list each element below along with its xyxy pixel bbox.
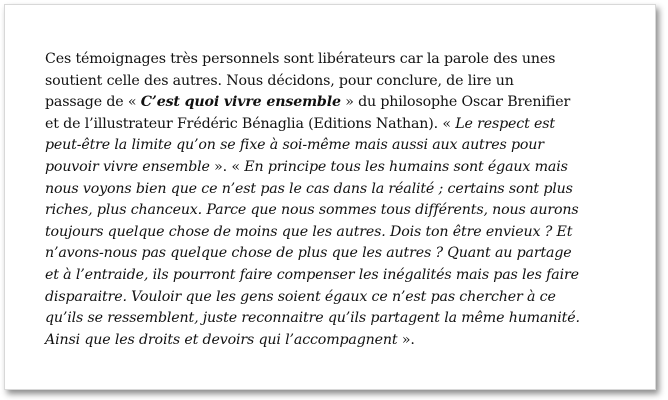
paragraph-line bbox=[45, 265, 630, 287]
paragraph-text: passage de « bbox=[45, 94, 141, 111]
paragraph-text: nous voyons bien que ce n’est pas le cas dans la réalité ; certains sont plus bbox=[45, 180, 573, 197]
paragraph-text: Ainsi que les droits et devoirs qui l’accompagnent bbox=[45, 331, 398, 348]
paragraph-line bbox=[45, 330, 630, 352]
paragraph-line bbox=[45, 135, 630, 157]
paragraph-line bbox=[45, 157, 630, 179]
paragraph-text: En principe tous les humains sont égaux mais bbox=[244, 158, 568, 175]
paragraph-line bbox=[45, 71, 630, 93]
paragraph-line bbox=[45, 308, 630, 330]
paragraph-line bbox=[45, 179, 630, 201]
paragraph-text: n’avons-nous pas quelque chose de plus que les autres ? Quant au partage bbox=[45, 245, 572, 262]
paragraph-text: peut-être la limite qu’on se fixe à soi-même mais aussi aux autres pour bbox=[45, 137, 544, 154]
paragraph-line bbox=[45, 114, 630, 136]
paragraph-text: toujours quelque chose de moins que les autres. Dois ton être envieux ? Et bbox=[45, 223, 573, 240]
book-title-text: C’est quoi vivre ensemble bbox=[140, 94, 341, 111]
paragraph-text: et à l’entraide, ils pourront faire compenser les inégalités mais pas les faire bbox=[45, 266, 579, 283]
paragraph-text: ». « bbox=[209, 158, 245, 175]
document-page bbox=[4, 4, 656, 390]
paragraph-text: riches, plus chanceux. Parce que nous sommes tous différents, nous aurons bbox=[45, 202, 579, 219]
paragraph-text: Ces témoignages très personnels sont libérateurs car la parole des unes bbox=[45, 51, 556, 67]
paragraph-line bbox=[45, 92, 630, 114]
paragraph-text: soutient celle des autres. Nous décidons, pour conclure, de lire un bbox=[45, 72, 514, 89]
paragraph-text: » du philosophe Oscar Brenifier bbox=[340, 94, 571, 111]
paragraph-line bbox=[45, 243, 630, 265]
paragraph-text: Le respect est bbox=[455, 115, 555, 132]
paragraph-line bbox=[45, 287, 630, 309]
paragraph-line bbox=[45, 200, 630, 222]
paragraph-text: qu’ils se ressemblent, juste reconnaitre qu’ils partagent la même humanité. bbox=[45, 310, 580, 327]
paragraph-text: ». bbox=[397, 331, 415, 348]
paragraph-line bbox=[45, 49, 630, 71]
paragraph-text: et de l’illustrateur Frédéric Bénaglia (Editions Nathan). « bbox=[45, 115, 456, 132]
paragraph-text: disparaitre. Vouloir que les gens soient égaux ce n’est pas chercher à ce bbox=[45, 288, 556, 305]
paragraph-text: pouvoir vivre ensemble bbox=[45, 158, 210, 175]
paragraph-line bbox=[45, 222, 630, 244]
quote-paragraph bbox=[45, 49, 630, 351]
